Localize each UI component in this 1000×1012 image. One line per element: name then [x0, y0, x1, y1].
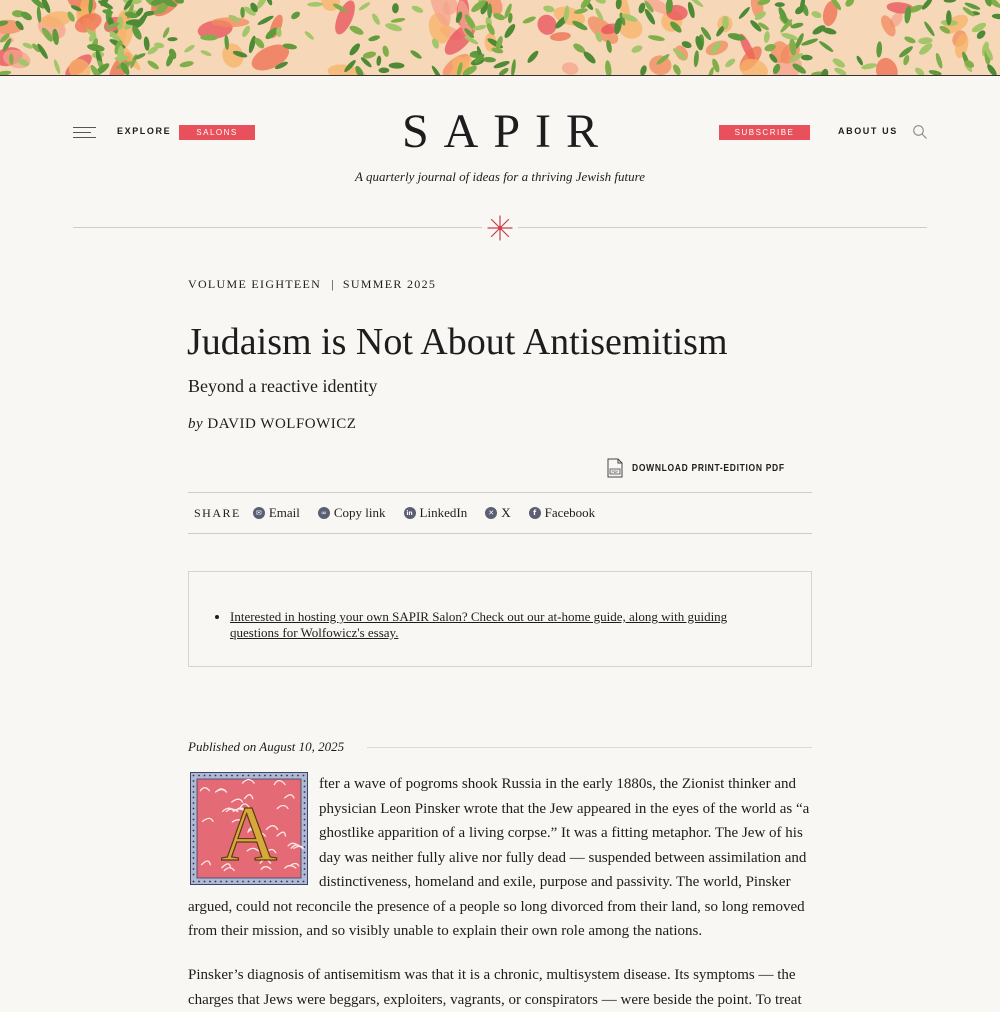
- pdf-icon: [606, 458, 624, 478]
- author-link[interactable]: DAVID WOLFOWICZ: [207, 416, 357, 432]
- share-x-label: X: [501, 505, 511, 520]
- email-icon: ✉: [253, 507, 265, 519]
- list-item: [230, 609, 770, 641]
- issue-info: VOLUME EIGHTEEN | SUMMER 2025: [188, 277, 437, 291]
- x-icon: ✕: [485, 507, 497, 519]
- subscribe-button[interactable]: SUBSCRIBE: [719, 125, 810, 140]
- header-divider-right: [518, 227, 927, 228]
- share-email-button[interactable]: [253, 505, 300, 521]
- share-facebook-label: Facebook: [544, 505, 596, 520]
- salon-callout-box: [188, 571, 812, 667]
- linkedin-icon: in: [404, 507, 416, 519]
- svg-text:PDF: PDF: [611, 470, 619, 474]
- nav-salons-button[interactable]: SALONS: [179, 125, 255, 140]
- share-copy-link-label: Copy link: [333, 505, 386, 520]
- share-facebook-button[interactable]: [529, 505, 596, 521]
- share-copy-link-button[interactable]: [318, 505, 386, 521]
- published-divider: [367, 747, 812, 748]
- download-pdf-label: DOWNLOAD PRINT-EDITION PDF: [632, 462, 786, 474]
- download-pdf-button[interactable]: [606, 458, 812, 478]
- star-ornament-icon: [486, 214, 514, 242]
- floral-pattern-image: [0, 0, 1000, 75]
- floral-banner: [0, 0, 1000, 76]
- site-tagline: A quarterly journal of ideas for a thriving Jewish future: [355, 169, 645, 184]
- share-x-button[interactable]: [485, 505, 510, 521]
- season-label: SUMMER 2025: [342, 277, 437, 291]
- byline: [188, 416, 356, 433]
- article-subtitle: Beyond a reactive identity: [188, 376, 378, 396]
- article-paragraph-1: [188, 772, 814, 944]
- byline-prefix: by: [188, 416, 204, 432]
- paragraph-1-text: fter a wave of pogroms shook Russia in the early 1880s, the Zionist thinker and physician Leon Pinsker wrote that the Jew appeared in the eyes of the world as “a ghostlike apparition of a living corpse.” It was a fitting metaphor. The Jew of his day was neither fully alive nor fully dead — suspended between assimilation and distinctiveness, homeland and exile, purpose and passivity. The world, Pinsker argued, could not reconcile the presence of a people so long divorced from their land, so long removed from their mission, and so visibly unable to explain their own role among the nations.: [188, 776, 810, 939]
- share-label: SHARE: [194, 505, 241, 520]
- article-paragraph-2: Pinsker’s diagnosis of antisemitism was that it is a chronic, multisystem disease. Its symptoms — the charges that Jews were beggars, exploiters, vagrants, or conspirators — were beside the point. To treat: [188, 967, 802, 1008]
- link-icon: ∞: [318, 507, 330, 519]
- share-email-label: Email: [268, 505, 300, 520]
- share-linkedin-label: LinkedIn: [419, 505, 468, 520]
- nav-explore[interactable]: EXPLORE: [117, 126, 172, 136]
- facebook-icon: f: [529, 507, 541, 519]
- header-divider-left: [73, 227, 482, 228]
- search-icon[interactable]: [912, 124, 928, 140]
- published-date: Published on August 10, 2025: [188, 739, 345, 754]
- site-logo[interactable]: SAPIR: [401, 105, 614, 158]
- share-linkedin-button[interactable]: [404, 505, 468, 521]
- salon-guide-link[interactable]: Interested in hosting your own SAPIR Salon? Check out our at-home guide, along with guiding questions for Wolfowicz's essay.: [230, 609, 728, 640]
- share-bar: [188, 492, 812, 534]
- nav-about-us[interactable]: ABOUT US: [838, 126, 898, 136]
- article-title: Judaism is Not About Antisemitism: [187, 321, 728, 363]
- dropcap-letter: A: [220, 790, 278, 877]
- volume-label: VOLUME EIGHTEEN: [188, 277, 322, 291]
